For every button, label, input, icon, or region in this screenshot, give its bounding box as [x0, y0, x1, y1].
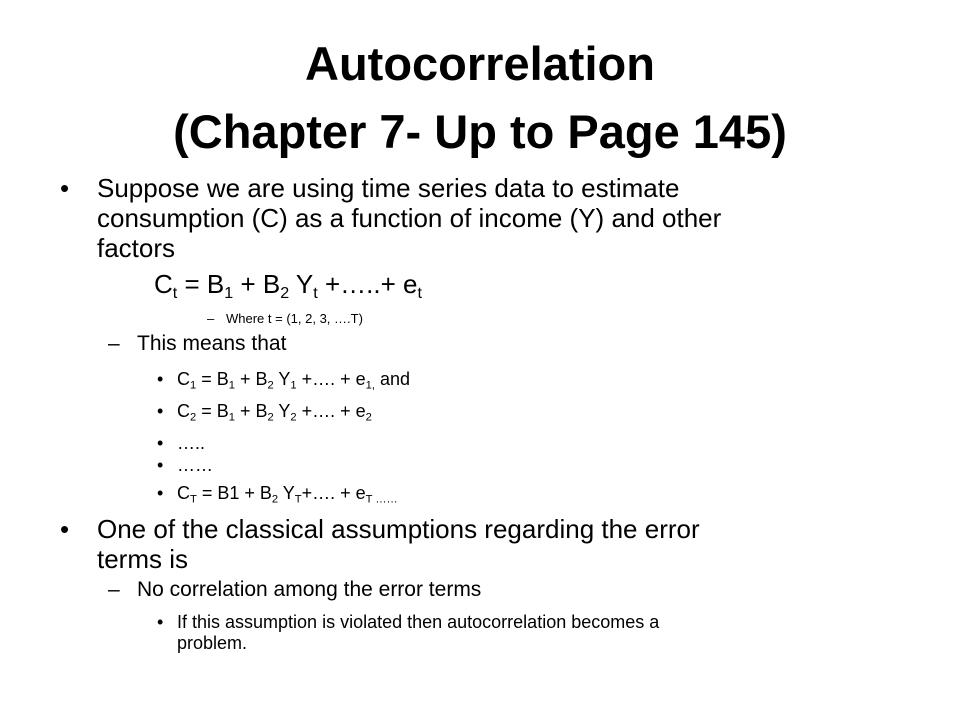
expansion-row-4: …… — [177, 455, 213, 475]
slide-title-line-1: Autocorrelation — [305, 37, 655, 90]
intro-line-1: Suppose we are using time series data to estimate — [97, 173, 680, 203]
intro-line-3: factors — [97, 233, 176, 263]
violation-line-2: problem. — [177, 633, 248, 653]
dash-marker: – — [108, 332, 120, 355]
bullet-marker: • — [60, 514, 70, 544]
expansion-row-3: ….. — [177, 433, 206, 453]
bullet-marker: • — [60, 173, 70, 203]
bullet-marker: • — [157, 369, 164, 389]
bullet-marker: • — [157, 401, 164, 421]
expansion-row-2: $C_2 = B_1 + B_2$ $Y_2$ +…. + $e_2$ — [177, 401, 372, 424]
bullet-marker: • — [157, 455, 164, 475]
dash-marker: – — [207, 311, 215, 326]
bullet-marker: • — [157, 433, 164, 453]
regression-equation: $C_t = B_1 + B_2$ $Y_t$ +…..+ $e_t$ — [154, 269, 422, 302]
bullet-marker: • — [157, 483, 164, 503]
this-means-that: This means that — [137, 332, 287, 355]
assumption-line-2: terms is — [97, 544, 188, 574]
assumption-line-1: One of the classical assumptions regarding the error — [97, 514, 700, 544]
intro-line-2: consumption (C) as a function of income (Y) and other — [97, 203, 722, 233]
expansion-row-5: $C_T = B1 + B_2$ $Y_T+\dots$. + $e_{T \dots\dots}$ — [177, 483, 398, 506]
where-note: Where t = (1, 2, 3, ….T) — [226, 311, 363, 326]
expansion-row-1: $C_1 = B_1 + B_2$ $Y_1$ +…. + $e_{1,}$ and — [177, 369, 411, 392]
violation-line-1: If this assumption is violated then autocorrelation becomes a — [177, 612, 660, 632]
dash-marker: – — [108, 578, 120, 601]
no-correlation: No correlation among the error terms — [137, 578, 482, 601]
bullet-marker: • — [157, 612, 164, 632]
slide-title-line-2: (Chapter 7- Up to Page 145) — [173, 105, 787, 158]
